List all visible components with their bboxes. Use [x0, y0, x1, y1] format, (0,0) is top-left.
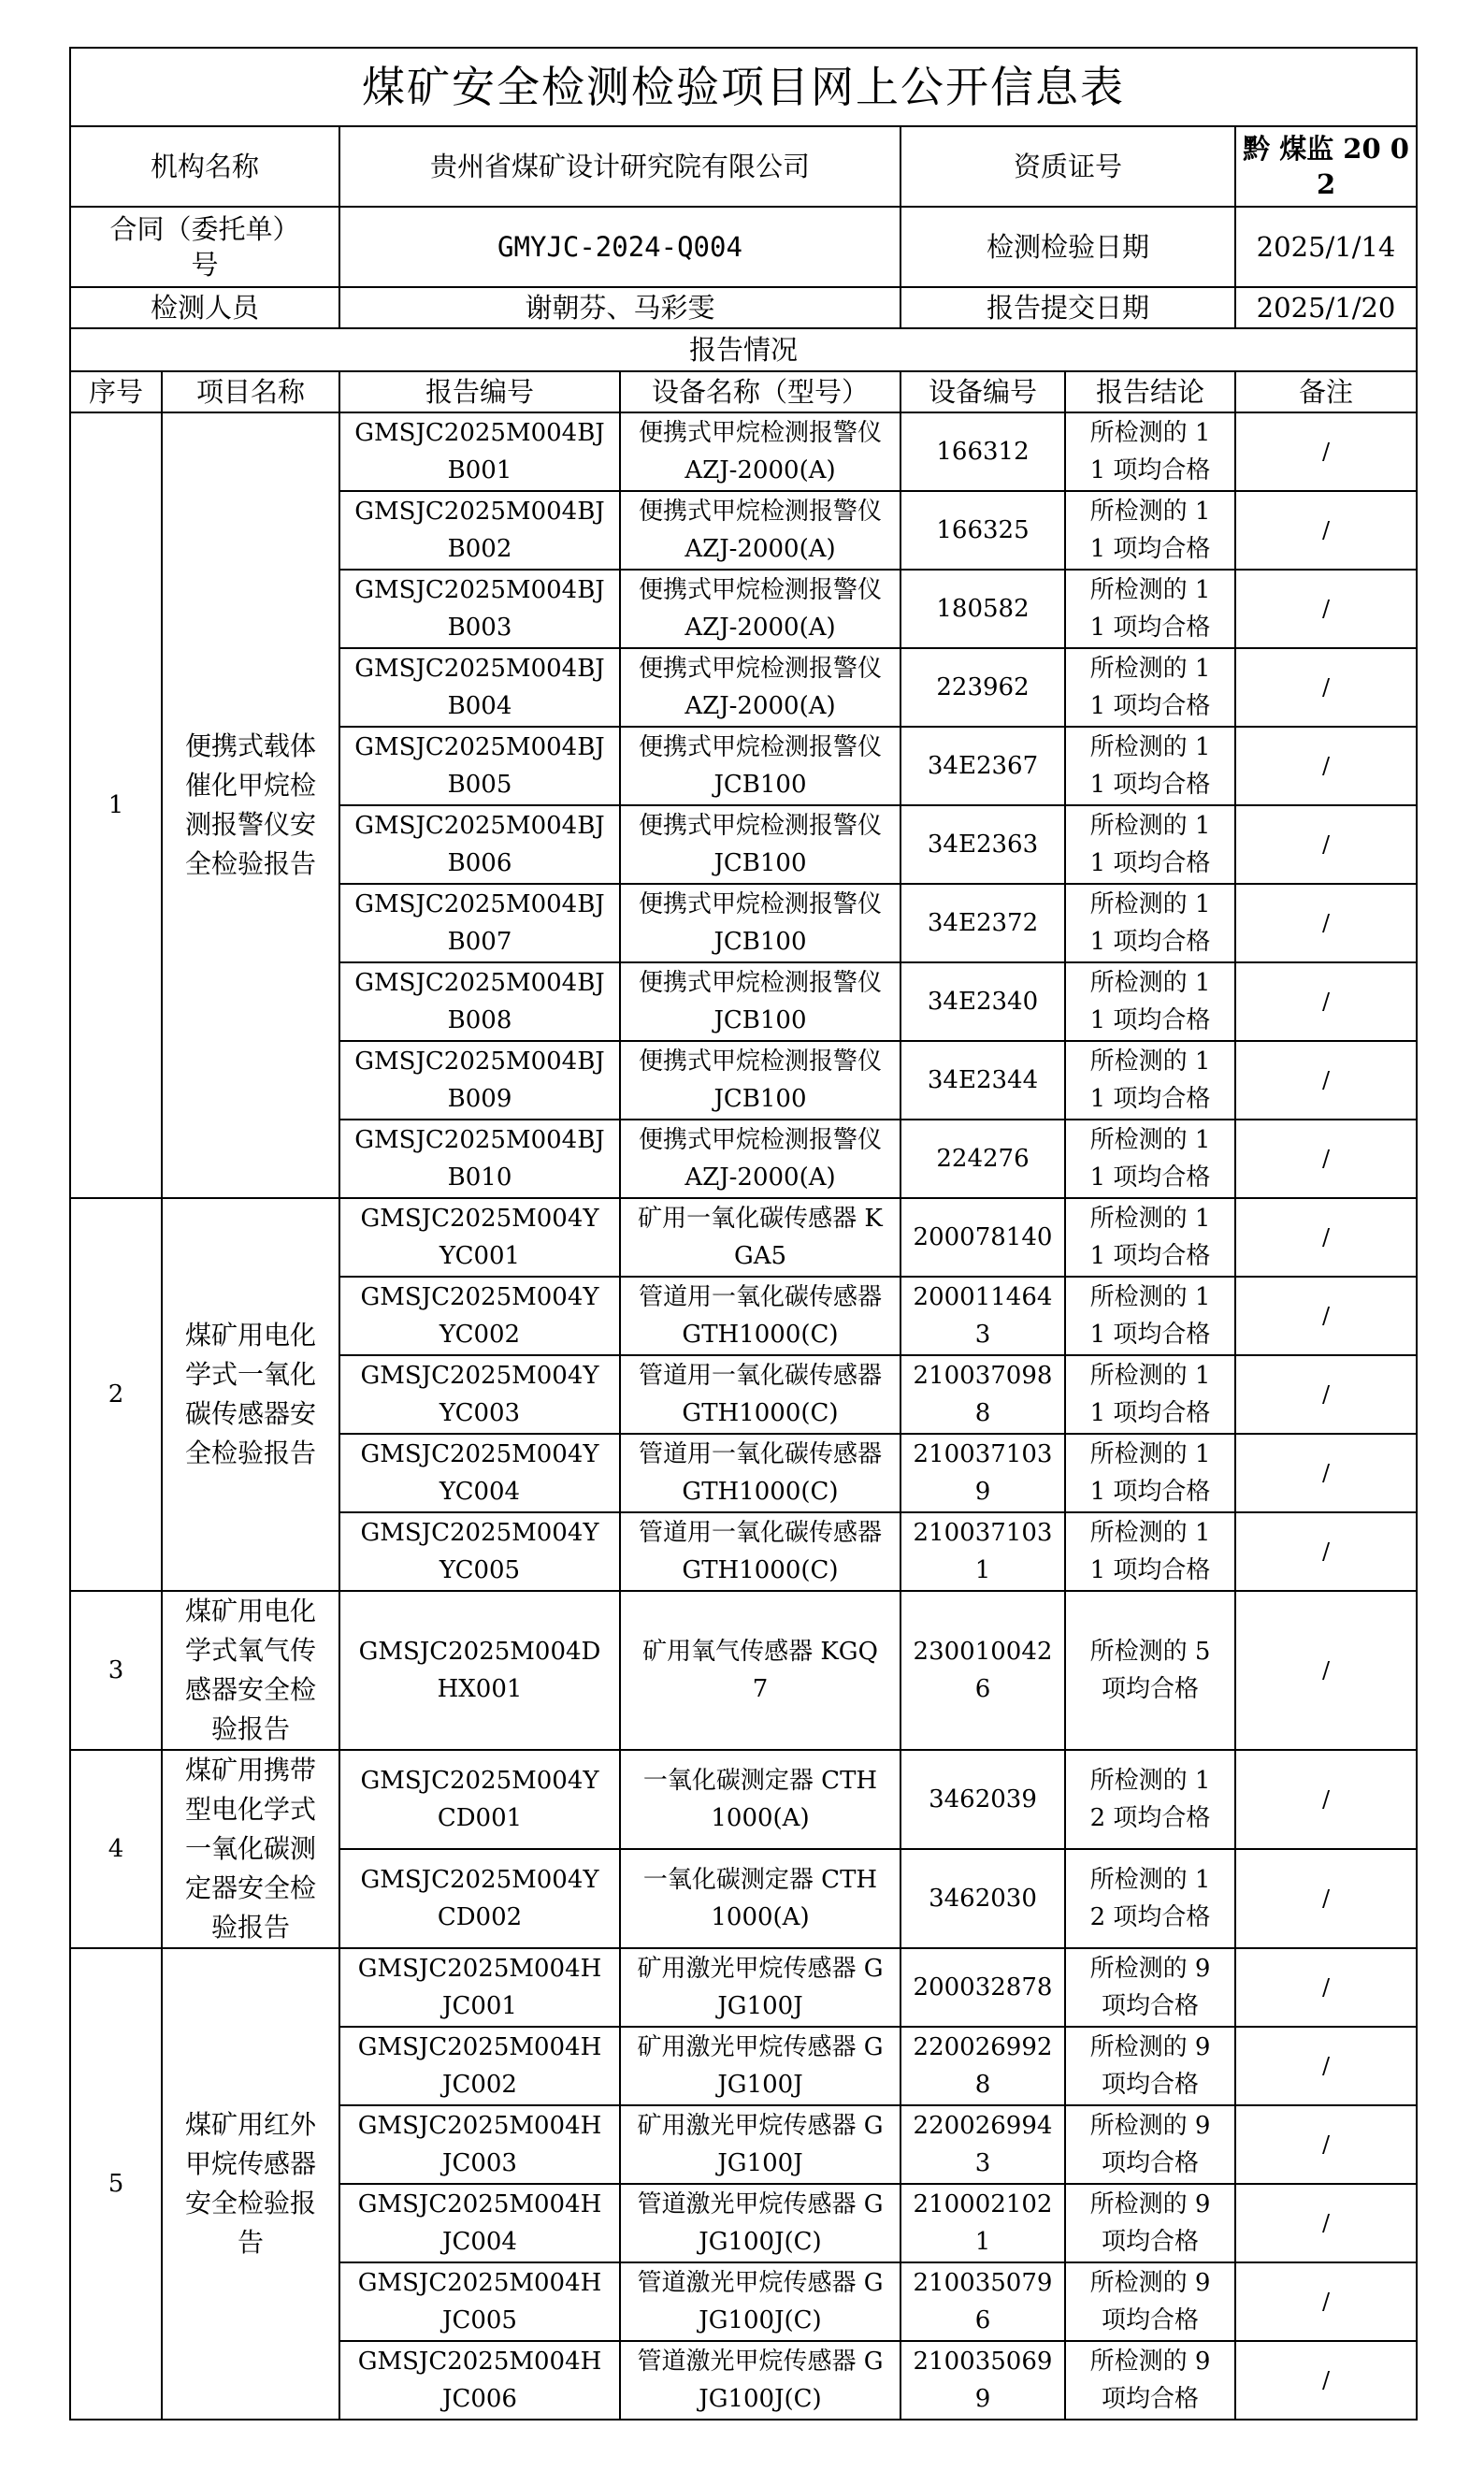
report-conclusion: 所检测的 11 项均合格	[1065, 1120, 1235, 1198]
col-header-number: 设备编号	[900, 371, 1065, 412]
report-conclusion: 所检测的 9 项均合格	[1065, 2027, 1235, 2105]
report-conclusion: 所检测的 11 项均合格	[1065, 1198, 1235, 1277]
report-conclusion: 所检测的 11 项均合格	[1065, 884, 1235, 962]
report-conclusion: 所检测的 11 项均合格	[1065, 805, 1235, 884]
device-number: 2100350699	[900, 2341, 1065, 2420]
device-name: 便携式甲烷检测报警仪 AZJ-2000(A)	[620, 491, 900, 570]
report-note: /	[1235, 1750, 1417, 1849]
group-seq: 5	[70, 1948, 162, 2420]
device-name: 管道用一氧化碳传感器 GTH1000(C)	[620, 1355, 900, 1434]
report-note: /	[1235, 2262, 1417, 2341]
report-number: GMSJC2025M004YYC005	[339, 1512, 620, 1591]
col-header-conclusion: 报告结论	[1065, 371, 1235, 412]
report-number: GMSJC2025M004BJB002	[339, 491, 620, 570]
group-seq: 4	[70, 1750, 162, 1948]
report-conclusion: 所检测的 9 项均合格	[1065, 2341, 1235, 2420]
device-name: 管道用一氧化碳传感器 GTH1000(C)	[620, 1434, 900, 1512]
device-number: 223962	[900, 648, 1065, 727]
table-row	[70, 412, 1417, 491]
report-note: /	[1235, 1948, 1417, 2027]
report-conclusion: 所检测的 11 项均合格	[1065, 1512, 1235, 1591]
report-number: GMSJC2025M004BJB007	[339, 884, 620, 962]
report-conclusion: 所检测的 9 项均合格	[1065, 1948, 1235, 2027]
staff-label: 检测人员	[70, 287, 339, 328]
info-table	[69, 47, 1418, 2420]
report-number: GMSJC2025M004HJC001	[339, 1948, 620, 2027]
report-note: /	[1235, 570, 1417, 648]
report-number: GMSJC2025M004HJC002	[339, 2027, 620, 2105]
report-conclusion: 所检测的 11 项均合格	[1065, 1041, 1235, 1120]
report-number: GMSJC2025M004BJB010	[339, 1120, 620, 1198]
report-number: GMSJC2025M004YYC004	[339, 1434, 620, 1512]
device-number: 2100371039	[900, 1434, 1065, 1512]
device-number: 224276	[900, 1120, 1065, 1198]
device-number: 34E2340	[900, 962, 1065, 1041]
report-note: /	[1235, 1198, 1417, 1277]
group-project: 煤矿用电化学式氧气传感器安全检验报告	[162, 1591, 339, 1750]
group-seq: 3	[70, 1591, 162, 1750]
report-conclusion: 所检测的 11 项均合格	[1065, 1355, 1235, 1434]
report-number: GMSJC2025M004YYC003	[339, 1355, 620, 1434]
col-header-project: 项目名称	[162, 371, 339, 412]
device-name: 便携式甲烷检测报警仪 AZJ-2000(A)	[620, 648, 900, 727]
device-name: 一氧化碳测定器 CTH1000(A)	[620, 1849, 900, 1948]
device-number: 2200269943	[900, 2105, 1065, 2184]
qual-label: 资质证号	[900, 126, 1235, 207]
device-name: 便携式甲烷检测报警仪 AZJ-2000(A)	[620, 570, 900, 648]
report-conclusion: 所检测的 12 项均合格	[1065, 1849, 1235, 1948]
section-title: 报告情况	[70, 328, 1417, 371]
report-note: /	[1235, 2341, 1417, 2420]
report-number: GMSJC2025M004HJC006	[339, 2341, 620, 2420]
report-conclusion: 所检测的 12 项均合格	[1065, 1750, 1235, 1849]
report-number: GMSJC2025M004BJB009	[339, 1041, 620, 1120]
report-conclusion: 所检测的 11 项均合格	[1065, 648, 1235, 727]
device-name: 矿用激光甲烷传感器 GJG100J	[620, 2105, 900, 2184]
report-note: /	[1235, 2184, 1417, 2262]
device-number: 34E2372	[900, 884, 1065, 962]
device-number: 34E2363	[900, 805, 1065, 884]
group-seq: 1	[70, 412, 162, 1198]
contract-value: GMYJC-2024-Q004	[339, 207, 900, 287]
report-number: GMSJC2025M004BJB004	[339, 648, 620, 727]
device-name: 便携式甲烷检测报警仪 JCB100	[620, 1041, 900, 1120]
group-project: 煤矿用红外甲烷传感器安全检验报告	[162, 1948, 339, 2420]
device-name: 便携式甲烷检测报警仪 JCB100	[620, 805, 900, 884]
device-name: 管道用一氧化碳传感器 GTH1000(C)	[620, 1512, 900, 1591]
report-number: GMSJC2025M004HJC004	[339, 2184, 620, 2262]
device-name: 矿用激光甲烷传感器 GJG100J	[620, 1948, 900, 2027]
report-number: GMSJC2025M004BJB005	[339, 727, 620, 805]
device-name: 管道激光甲烷传感器 GJG100J(C)	[620, 2262, 900, 2341]
device-name: 便携式甲烷检测报警仪 JCB100	[620, 962, 900, 1041]
report-note: /	[1235, 1277, 1417, 1355]
group-project: 煤矿用携带型电化学式一氧化碳测定器安全检验报告	[162, 1750, 339, 1948]
device-name: 管道用一氧化碳传感器 GTH1000(C)	[620, 1277, 900, 1355]
device-number: 2300100426	[900, 1591, 1065, 1750]
report-number: GMSJC2025M004BJB001	[339, 412, 620, 491]
report-note: /	[1235, 805, 1417, 884]
staff-value: 谢朝芬、马彩雯	[339, 287, 900, 328]
contract-label: 合同（委托单）号	[70, 207, 339, 287]
table-row	[70, 1591, 1417, 1750]
submit-date-value: 2025/1/20	[1235, 287, 1417, 328]
device-name: 管道激光甲烷传感器 GJG100J(C)	[620, 2341, 900, 2420]
report-number: GMSJC2025M004BJB003	[339, 570, 620, 648]
device-number: 200078140	[900, 1198, 1065, 1277]
report-number: GMSJC2025M004YCD001	[339, 1750, 620, 1849]
device-number: 200032878	[900, 1948, 1065, 2027]
device-name: 管道激光甲烷传感器 GJG100J(C)	[620, 2184, 900, 2262]
report-conclusion: 所检测的 9 项均合格	[1065, 2105, 1235, 2184]
device-number: 2100021021	[900, 2184, 1065, 2262]
device-number: 3462030	[900, 1849, 1065, 1948]
report-number: GMSJC2025M004YYC002	[339, 1277, 620, 1355]
group-project: 便携式载体催化甲烷检测报警仪安全检验报告	[162, 412, 339, 1198]
report-conclusion: 所检测的 5 项均合格	[1065, 1591, 1235, 1750]
report-note: /	[1235, 1849, 1417, 1948]
table-row	[70, 1948, 1417, 2027]
report-note: /	[1235, 1434, 1417, 1512]
report-number: GMSJC2025M004DHX001	[339, 1591, 620, 1750]
org-value: 贵州省煤矿设计研究院有限公司	[339, 126, 900, 207]
report-note: /	[1235, 2027, 1417, 2105]
table-row	[70, 1198, 1417, 1277]
report-number: GMSJC2025M004YCD002	[339, 1849, 620, 1948]
device-number: 166312	[900, 412, 1065, 491]
col-header-report: 报告编号	[339, 371, 620, 412]
report-number: GMSJC2025M004YYC001	[339, 1198, 620, 1277]
col-header-seq: 序号	[70, 371, 162, 412]
device-name: 矿用氧气传感器 KGQ7	[620, 1591, 900, 1750]
col-header-device: 设备名称（型号）	[620, 371, 900, 412]
device-number: 34E2367	[900, 727, 1065, 805]
report-conclusion: 所检测的 11 项均合格	[1065, 1434, 1235, 1512]
report-note: /	[1235, 884, 1417, 962]
device-number: 166325	[900, 491, 1065, 570]
report-conclusion: 所检测的 11 项均合格	[1065, 570, 1235, 648]
submit-date-label: 报告提交日期	[900, 287, 1235, 328]
report-note: /	[1235, 962, 1417, 1041]
report-note: /	[1235, 1120, 1417, 1198]
device-number: 2200269928	[900, 2027, 1065, 2105]
device-number: 2000114643	[900, 1277, 1065, 1355]
report-number: GMSJC2025M004HJC003	[339, 2105, 620, 2184]
report-number: GMSJC2025M004BJB006	[339, 805, 620, 884]
report-note: /	[1235, 1591, 1417, 1750]
qual-value: 黔 煤监 20 02	[1235, 126, 1417, 207]
test-date-label: 检测检验日期	[900, 207, 1235, 287]
report-conclusion: 所检测的 11 项均合格	[1065, 1277, 1235, 1355]
report-conclusion: 所检测的 11 项均合格	[1065, 412, 1235, 491]
device-name: 便携式甲烷检测报警仪 JCB100	[620, 727, 900, 805]
device-name: 一氧化碳测定器 CTH1000(A)	[620, 1750, 900, 1849]
device-name: 便携式甲烷检测报警仪 AZJ-2000(A)	[620, 412, 900, 491]
report-note: /	[1235, 412, 1417, 491]
report-number: GMSJC2025M004HJC005	[339, 2262, 620, 2341]
report-note: /	[1235, 648, 1417, 727]
report-note: /	[1235, 2105, 1417, 2184]
report-conclusion: 所检测的 9 项均合格	[1065, 2262, 1235, 2341]
table-row	[70, 1750, 1417, 1849]
device-number: 2100371031	[900, 1512, 1065, 1591]
group-project: 煤矿用电化学式一氧化碳传感器安全检验报告	[162, 1198, 339, 1591]
col-header-note: 备注	[1235, 371, 1417, 412]
device-name: 便携式甲烷检测报警仪 AZJ-2000(A)	[620, 1120, 900, 1198]
report-note: /	[1235, 1512, 1417, 1591]
report-number: GMSJC2025M004BJB008	[339, 962, 620, 1041]
device-number: 2100370988	[900, 1355, 1065, 1434]
device-name: 便携式甲烷检测报警仪 JCB100	[620, 884, 900, 962]
report-note: /	[1235, 727, 1417, 805]
report-conclusion: 所检测的 11 项均合格	[1065, 491, 1235, 570]
org-label: 机构名称	[70, 126, 339, 207]
device-number: 34E2344	[900, 1041, 1065, 1120]
report-conclusion: 所检测的 11 项均合格	[1065, 727, 1235, 805]
report-conclusion: 所检测的 11 项均合格	[1065, 962, 1235, 1041]
device-number: 2100350796	[900, 2262, 1065, 2341]
report-note: /	[1235, 1041, 1417, 1120]
page-title: 煤矿安全检测检验项目网上公开信息表	[70, 48, 1417, 126]
group-seq: 2	[70, 1198, 162, 1591]
device-name: 矿用一氧化碳传感器 KGA5	[620, 1198, 900, 1277]
report-note: /	[1235, 1355, 1417, 1434]
test-date-value: 2025/1/14	[1235, 207, 1417, 287]
device-name: 矿用激光甲烷传感器 GJG100J	[620, 2027, 900, 2105]
report-conclusion: 所检测的 9 项均合格	[1065, 2184, 1235, 2262]
report-note: /	[1235, 491, 1417, 570]
device-number: 3462039	[900, 1750, 1065, 1849]
device-number: 180582	[900, 570, 1065, 648]
